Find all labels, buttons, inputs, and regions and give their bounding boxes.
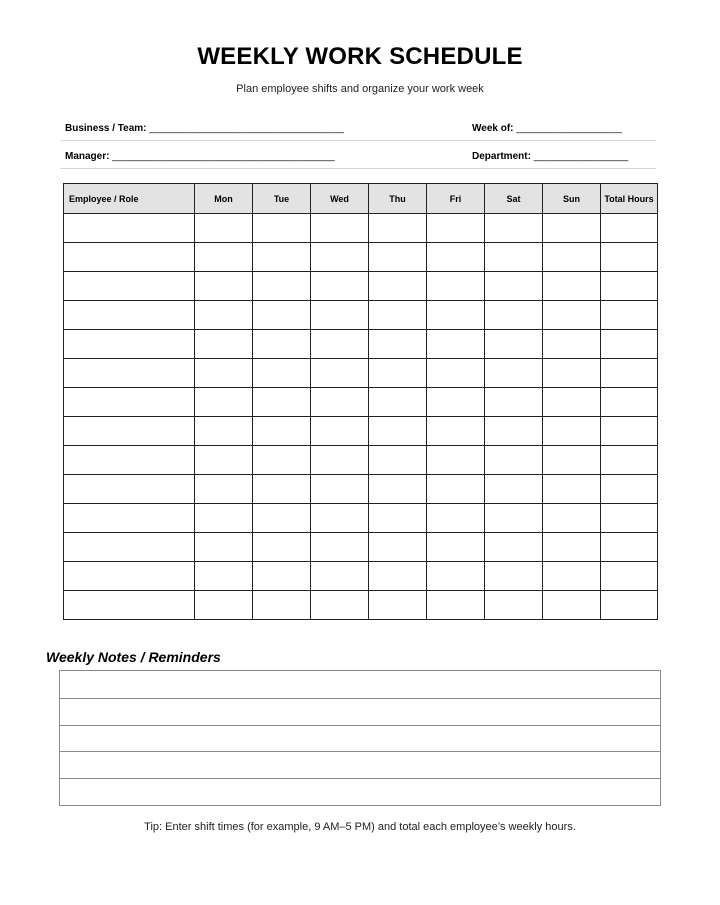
shift-cell[interactable]: [543, 562, 601, 591]
column-header: Employee / Role: [64, 184, 195, 214]
shift-cell[interactable]: [311, 591, 369, 620]
department-label: Department:: [472, 151, 531, 162]
shift-cell[interactable]: [427, 562, 485, 591]
employee-cell[interactable]: [64, 330, 195, 359]
table-row: [64, 504, 658, 533]
schedule-table: [63, 183, 658, 620]
shift-cell[interactable]: [601, 533, 658, 562]
shift-cell[interactable]: [601, 591, 658, 620]
shift-cell[interactable]: [311, 388, 369, 417]
shift-cell[interactable]: [311, 533, 369, 562]
table-row: [64, 562, 658, 591]
shift-cell[interactable]: [253, 330, 311, 359]
employee-cell[interactable]: [64, 591, 195, 620]
column-header: Sun: [543, 184, 601, 214]
table-row: [64, 330, 658, 359]
employee-cell[interactable]: [64, 272, 195, 301]
shift-cell[interactable]: [369, 330, 427, 359]
shift-cell[interactable]: [427, 243, 485, 272]
shift-cell[interactable]: [485, 417, 543, 446]
shift-cell[interactable]: [485, 359, 543, 388]
table-row: [64, 475, 658, 504]
shift-cell[interactable]: [195, 446, 253, 475]
shift-cell[interactable]: [427, 475, 485, 504]
shift-cell[interactable]: [253, 359, 311, 388]
shift-cell[interactable]: [427, 591, 485, 620]
column-header: Thu: [369, 184, 427, 214]
manager-label: Manager:: [65, 151, 110, 162]
shift-cell[interactable]: [195, 301, 253, 330]
shift-cell[interactable]: [195, 562, 253, 591]
page-title: WEEKLY WORK SCHEDULE: [197, 43, 523, 70]
table-row: [64, 214, 658, 243]
shift-cell[interactable]: [253, 301, 311, 330]
column-header: Total Hours: [601, 184, 658, 214]
notes-line: [60, 778, 660, 779]
shift-cell[interactable]: [427, 359, 485, 388]
shift-cell[interactable]: [543, 359, 601, 388]
shift-cell[interactable]: [311, 243, 369, 272]
info-row-manager: [60, 146, 656, 169]
table-row: [64, 243, 658, 272]
employee-cell[interactable]: [64, 504, 195, 533]
shift-cell[interactable]: [601, 475, 658, 504]
shift-cell[interactable]: [601, 272, 658, 301]
shift-cell[interactable]: [311, 214, 369, 243]
table-row: [64, 359, 658, 388]
notes-box[interactable]: [59, 670, 661, 806]
column-header: Fri: [427, 184, 485, 214]
shift-cell[interactable]: [311, 562, 369, 591]
table-row: [64, 533, 658, 562]
employee-cell[interactable]: [64, 359, 195, 388]
employee-cell[interactable]: [64, 417, 195, 446]
shift-cell[interactable]: [311, 301, 369, 330]
shift-cell[interactable]: [195, 388, 253, 417]
shift-cell[interactable]: [195, 214, 253, 243]
shift-cell[interactable]: [195, 243, 253, 272]
shift-cell[interactable]: [543, 504, 601, 533]
week-field[interactable]: [472, 123, 622, 134]
shift-cell[interactable]: [369, 562, 427, 591]
employee-cell[interactable]: [64, 388, 195, 417]
shift-cell[interactable]: [253, 533, 311, 562]
shift-cell[interactable]: [311, 272, 369, 301]
shift-cell[interactable]: [253, 243, 311, 272]
shift-cell[interactable]: [253, 475, 311, 504]
notes-line: [60, 698, 660, 699]
shift-cell[interactable]: [601, 446, 658, 475]
shift-cell[interactable]: [427, 533, 485, 562]
shift-cell[interactable]: [369, 243, 427, 272]
tip-text: Tip: Enter shift times (for example, 9 AM–5 PM) and total each employee’s weekly hours.: [144, 821, 576, 833]
shift-cell[interactable]: [311, 446, 369, 475]
shift-cell[interactable]: [543, 214, 601, 243]
shift-cell[interactable]: [543, 330, 601, 359]
shift-cell[interactable]: [195, 504, 253, 533]
shift-cell[interactable]: [485, 301, 543, 330]
shift-cell[interactable]: [369, 301, 427, 330]
shift-cell[interactable]: [485, 388, 543, 417]
column-header: Mon: [195, 184, 253, 214]
shift-cell[interactable]: [485, 243, 543, 272]
shift-cell[interactable]: [485, 272, 543, 301]
shift-cell[interactable]: [311, 504, 369, 533]
shift-cell[interactable]: [195, 330, 253, 359]
shift-cell[interactable]: [427, 214, 485, 243]
shift-cell[interactable]: [253, 417, 311, 446]
shift-cell[interactable]: [253, 504, 311, 533]
shift-cell[interactable]: [427, 417, 485, 446]
shift-cell[interactable]: [543, 272, 601, 301]
employee-cell[interactable]: [64, 243, 195, 272]
employee-cell[interactable]: [64, 562, 195, 591]
shift-cell[interactable]: [601, 330, 658, 359]
shift-cell[interactable]: [195, 417, 253, 446]
business-blank-line: ___________________________________: [149, 123, 344, 134]
business-label: Business / Team:: [65, 123, 147, 134]
shift-cell[interactable]: [485, 214, 543, 243]
shift-cell[interactable]: [253, 388, 311, 417]
shift-cell[interactable]: [195, 359, 253, 388]
shift-cell[interactable]: [195, 533, 253, 562]
shift-cell[interactable]: [427, 446, 485, 475]
employee-cell[interactable]: [64, 214, 195, 243]
employee-cell[interactable]: [64, 301, 195, 330]
shift-cell[interactable]: [485, 591, 543, 620]
shift-cell[interactable]: [485, 446, 543, 475]
shift-cell[interactable]: [543, 301, 601, 330]
shift-cell[interactable]: [369, 591, 427, 620]
notes-line: [60, 725, 660, 726]
shift-cell[interactable]: [369, 214, 427, 243]
shift-cell[interactable]: [311, 475, 369, 504]
table-row: [64, 301, 658, 330]
shift-cell[interactable]: [369, 446, 427, 475]
shift-cell[interactable]: [369, 388, 427, 417]
shift-cell[interactable]: [427, 272, 485, 301]
shift-cell[interactable]: [601, 359, 658, 388]
shift-cell[interactable]: [427, 330, 485, 359]
table-row: [64, 446, 658, 475]
shift-cell[interactable]: [601, 301, 658, 330]
shift-cell[interactable]: [601, 504, 658, 533]
shift-cell[interactable]: [543, 388, 601, 417]
week-label: Week of:: [472, 123, 514, 134]
table-row: [64, 388, 658, 417]
shift-cell[interactable]: [543, 446, 601, 475]
shift-cell[interactable]: [485, 533, 543, 562]
page-subtitle: Plan employee shifts and organize your work week: [236, 83, 484, 95]
table-row: [64, 591, 658, 620]
column-header: Wed: [311, 184, 369, 214]
shift-cell[interactable]: [311, 417, 369, 446]
shift-cell[interactable]: [543, 243, 601, 272]
table-row: [64, 417, 658, 446]
shift-cell[interactable]: [195, 591, 253, 620]
column-header: Tue: [253, 184, 311, 214]
shift-cell[interactable]: [369, 272, 427, 301]
shift-cell[interactable]: [253, 562, 311, 591]
department-blank-line: _________________: [533, 151, 629, 162]
shift-cell[interactable]: [369, 417, 427, 446]
shift-cell[interactable]: [601, 214, 658, 243]
manager-blank-line: ________________________________________: [112, 151, 335, 162]
table-row: [64, 272, 658, 301]
business-field[interactable]: [65, 123, 344, 134]
shift-cell[interactable]: [543, 533, 601, 562]
shift-cell[interactable]: [543, 475, 601, 504]
shift-cell[interactable]: [427, 301, 485, 330]
shift-cell[interactable]: [253, 272, 311, 301]
shift-cell[interactable]: [427, 504, 485, 533]
shift-cell[interactable]: [369, 504, 427, 533]
shift-cell[interactable]: [369, 359, 427, 388]
shift-cell[interactable]: [253, 591, 311, 620]
schedule-header-row: [64, 184, 658, 214]
schedule-body: [64, 214, 658, 620]
shift-cell[interactable]: [485, 330, 543, 359]
department-field[interactable]: [472, 151, 628, 162]
shift-cell[interactable]: [601, 243, 658, 272]
shift-cell[interactable]: [195, 272, 253, 301]
shift-cell[interactable]: [601, 388, 658, 417]
shift-cell[interactable]: [311, 330, 369, 359]
shift-cell[interactable]: [253, 214, 311, 243]
shift-cell[interactable]: [485, 475, 543, 504]
shift-cell[interactable]: [311, 359, 369, 388]
notes-title: Weekly Notes / Reminders: [46, 649, 221, 665]
shift-cell[interactable]: [253, 446, 311, 475]
notes-line: [60, 751, 660, 752]
shift-cell[interactable]: [485, 504, 543, 533]
shift-cell[interactable]: [369, 475, 427, 504]
info-row-business: [60, 118, 656, 141]
shift-cell[interactable]: [485, 562, 543, 591]
shift-cell[interactable]: [427, 388, 485, 417]
shift-cell[interactable]: [543, 591, 601, 620]
shift-cell[interactable]: [195, 475, 253, 504]
employee-cell[interactable]: [64, 475, 195, 504]
shift-cell[interactable]: [601, 562, 658, 591]
employee-cell[interactable]: [64, 533, 195, 562]
column-header: Sat: [485, 184, 543, 214]
manager-field[interactable]: [65, 151, 335, 162]
shift-cell[interactable]: [601, 417, 658, 446]
employee-cell[interactable]: [64, 446, 195, 475]
week-blank-line: ___________________: [516, 123, 622, 134]
shift-cell[interactable]: [543, 417, 601, 446]
shift-cell[interactable]: [369, 533, 427, 562]
